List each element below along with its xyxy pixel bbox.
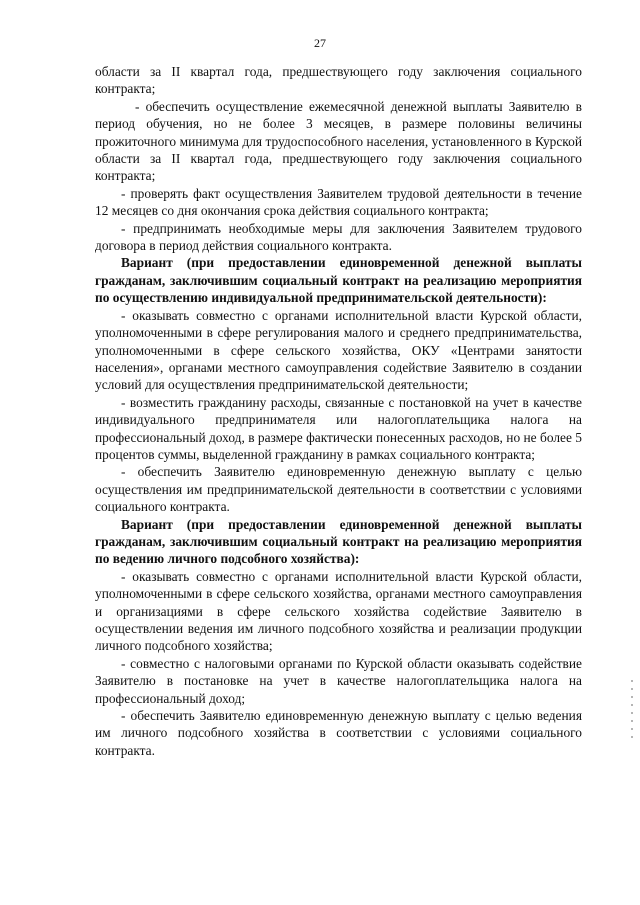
page-number: 27 (314, 36, 326, 50)
margin-marks (631, 680, 634, 810)
paragraph-3: - проверять факт осуществления Заявителем трудовой деятельности в течение 12 месяцев со дня окончания срока действия социального контракта; (95, 185, 582, 219)
paragraph-12: - обеспечить Заявителю единовременную денежную выплату с целью ведения им личного подсобного хозяйства в соответствии с условиями социального контракта. (95, 708, 582, 758)
paragraph-8: - обеспечить Заявителю единовременную денежную выплату с целью осуществления им предпринимательской деятельности в соответствии с условиями социального контракта. (95, 464, 582, 515)
paragraph-7: - возместить гражданину расходы, связанные с постановкой на учет в качестве индивидуального предпринимателя или налогоплательщика налога на профессиональный доход, в размере фактически понесенных расходов, но не более 5 процентов суммы, выделенной гражданину в рамках социального контракта; (95, 394, 582, 462)
variant-heading-entrepreneurship: Вариант (при предоставлении единовременной денежной выплаты гражданам, заключившим социальный контракт на реализацию мероприятия по осуществлению индивидуальной предпринимательской деятельности): (95, 255, 582, 306)
paragraph-2: - обеспечить осуществление ежемесячной денежной выплаты Заявителю в период обучения, но не более 3 месяцев, в размере половины величины прожиточного минимума для трудоспособного населения, установленного в Курской области за II квартал года, предшествующего году заключения социального контракта; (95, 98, 582, 184)
paragraph-1: области за II квартал года, предшествующего году заключения социального контракта; (95, 64, 582, 97)
paragraph-10: - оказывать совместно с органами исполнительной власти Курской области, уполномоченными в сфере сельского хозяйства, органами местного самоуправления и организациями в сфере сельского хозяйства содействие Заявителю в осуществлении ведения им личного подсобного хозяйства и реализации продукции личного подсобного хозяйства; (95, 568, 582, 654)
variant-heading-household-farming: Вариант (при предоставлении единовременной денежной выплаты гражданам, заключившим социальный контракт на реализацию мероприятия по ведению личного подсобного хозяйства): (95, 516, 582, 567)
document-body (95, 63, 582, 759)
paragraph-6: - оказывать совместно с органами исполнительной власти Курской области, уполномоченными в сфере регулирования малого и среднего предпринимательства, уполномоченными в сфере сельского хозяйства, ОКУ «Центрами занятости населения», органами местного самоуправления содействие Заявителю в создании условий для осуществления предпринимательской деятельности; (95, 307, 582, 393)
paragraph-4: - предпринимать необходимые меры для заключения Заявителем трудового договора в период действия социального контракта. (95, 220, 582, 254)
paragraph-11: - совместно с налоговыми органами по Курской области оказывать содействие Заявителю в постановке на учет в качестве налогоплательщика налога на профессиональный доход; (95, 655, 582, 706)
